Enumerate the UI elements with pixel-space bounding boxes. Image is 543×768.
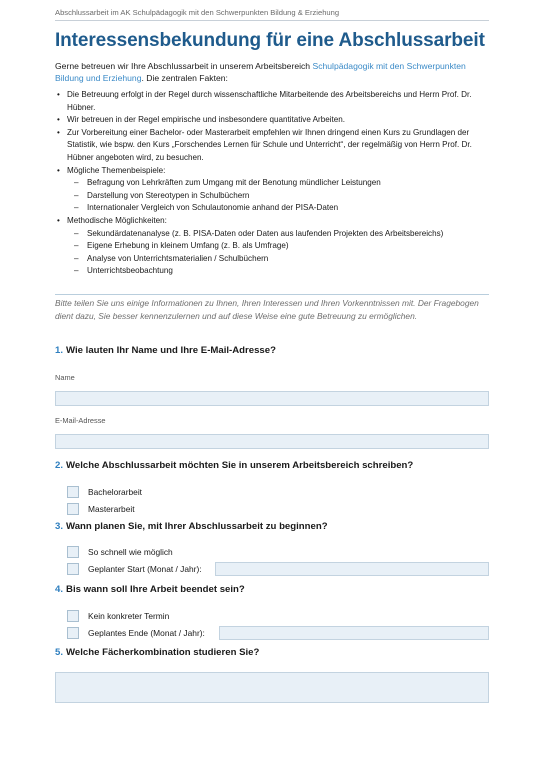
name-field[interactable] — [55, 391, 489, 406]
subject-combination-field[interactable] — [55, 672, 489, 703]
checkbox[interactable] — [67, 627, 79, 639]
method-item: – Unterrichtsbeobachtung — [67, 265, 489, 278]
methods-label: Methodische Möglichkeiten: — [67, 215, 167, 225]
option-bachelor[interactable] — [67, 486, 142, 498]
methods-item — [55, 215, 489, 278]
running-header: Abschlussarbeit im AK Schulpädagogik mit den Schwerpunkten Bildung & Erziehung — [55, 8, 489, 21]
fact-item: • Die Betreuung erfolgt in der Regel durch wissenschaftliche Mitarbeitende des Arbeitsbereichs und Herrn Prof. Dr. Hübner. — [55, 89, 489, 114]
question-text: Wie lauten Ihr Name und Ihre E-Mail-Adresse? — [66, 345, 276, 356]
method-item: – Analyse von Unterrichtsmaterialien / Schulbüchern — [67, 253, 489, 266]
themes-item — [55, 165, 489, 215]
question-text: Bis wann soll Ihre Arbeit beendet sein? — [66, 584, 245, 595]
question-2 — [55, 460, 489, 471]
fact-item: • Zur Vorbereitung einer Bachelor- oder Masterarbeit empfehlen wir Ihnen dringend einen Kurs zu Grundlagen der Statistik, wie bspw. den Kurs „Forschendes Lernen für Schule und Unterricht“, der regelmäßig von Herrn Prof. Dr. Hübner angeboten wird, zu besuchen. — [55, 127, 489, 165]
option-label: Geplanter Start (Monat / Jahr): — [88, 564, 202, 574]
email-field[interactable] — [55, 434, 489, 449]
option-label: So schnell wie möglich — [88, 547, 173, 557]
checkbox[interactable] — [67, 563, 79, 575]
planned-start-field[interactable] — [215, 562, 489, 576]
name-label: Name — [55, 373, 75, 382]
department-link[interactable]: Schulpädagogik mit den Schwerpunkten Bildung und Erziehung — [55, 61, 466, 83]
question-3 — [55, 521, 489, 532]
methods-list — [67, 228, 489, 278]
themes-list — [67, 177, 489, 215]
theme-item: – Darstellung von Stereotypen in Schulbüchern — [67, 190, 489, 203]
section-divider — [55, 294, 489, 295]
option-master[interactable] — [67, 503, 135, 515]
option-asap[interactable] — [67, 546, 173, 558]
question-number: 1. — [55, 345, 64, 356]
checkbox[interactable] — [67, 546, 79, 558]
question-4 — [55, 584, 489, 595]
intro-note: Bitte teilen Sie uns einige Informationen zu Ihnen, Ihren Interessen und Ihren Vorkenntnissen mit. Der Fragebogen dient dazu, Sie besser kennenzulernen und auf diese Weise eine gute Betreuung zu ermöglichen. — [55, 298, 479, 321]
option-label: Masterarbeit — [88, 504, 135, 514]
method-item: – Eigene Erhebung in kleinem Umfang (z. B. als Umfrage) — [67, 240, 489, 253]
facts-list — [55, 89, 489, 278]
checkbox[interactable] — [67, 610, 79, 622]
option-label: Geplantes Ende (Monat / Jahr): — [88, 628, 205, 638]
theme-item: – Internationaler Vergleich von Schulautonomie anhand der PISA-Daten — [67, 202, 489, 215]
question-number: 2. — [55, 460, 64, 471]
question-text: Wann planen Sie, mit Ihrer Abschlussarbeit zu beginnen? — [66, 521, 328, 532]
question-text: Welche Fächerkombination studieren Sie? — [66, 647, 260, 658]
question-text: Welche Abschlussarbeit möchten Sie in unserem Arbeitsbereich schreiben? — [66, 460, 414, 471]
question-number: 3. — [55, 521, 64, 532]
option-planned-end[interactable] — [67, 627, 205, 639]
question-number: 4. — [55, 584, 64, 595]
method-item: – Sekundärdatenanalyse (z. B. PISA-Daten oder Daten aus laufenden Projekten des Arbeitsbereichs) — [67, 228, 489, 241]
checkbox[interactable] — [67, 503, 79, 515]
option-no-deadline[interactable] — [67, 610, 169, 622]
email-label: E-Mail-Adresse — [55, 416, 106, 425]
fact-item: • Wir betreuen in der Regel empirische und insbesondere quantitative Arbeiten. — [55, 114, 489, 127]
intro-paragraph — [55, 60, 489, 84]
themes-label: Mögliche Themenbeispiele: — [67, 165, 166, 175]
question-5 — [55, 647, 489, 658]
intro-text-end: . Die zentralen Fakten: — [141, 73, 228, 83]
intro-text: Gerne betreuen wir Ihre Abschlussarbeit in unserem Arbeitsbereich — [55, 61, 313, 71]
option-label: Bachelorarbeit — [88, 487, 143, 497]
option-label: Kein konkreter Termin — [88, 611, 170, 621]
page-title: Interessensbekundung für eine Abschlussarbeit — [55, 30, 485, 51]
question-number: 5. — [55, 647, 64, 658]
checkbox[interactable] — [67, 486, 79, 498]
question-1 — [55, 345, 489, 356]
planned-end-field[interactable] — [219, 626, 489, 640]
option-planned-start[interactable] — [67, 563, 202, 575]
theme-item: – Befragung von Lehrkräften zum Umgang mit der Benotung mündlicher Leistungen — [67, 177, 489, 190]
